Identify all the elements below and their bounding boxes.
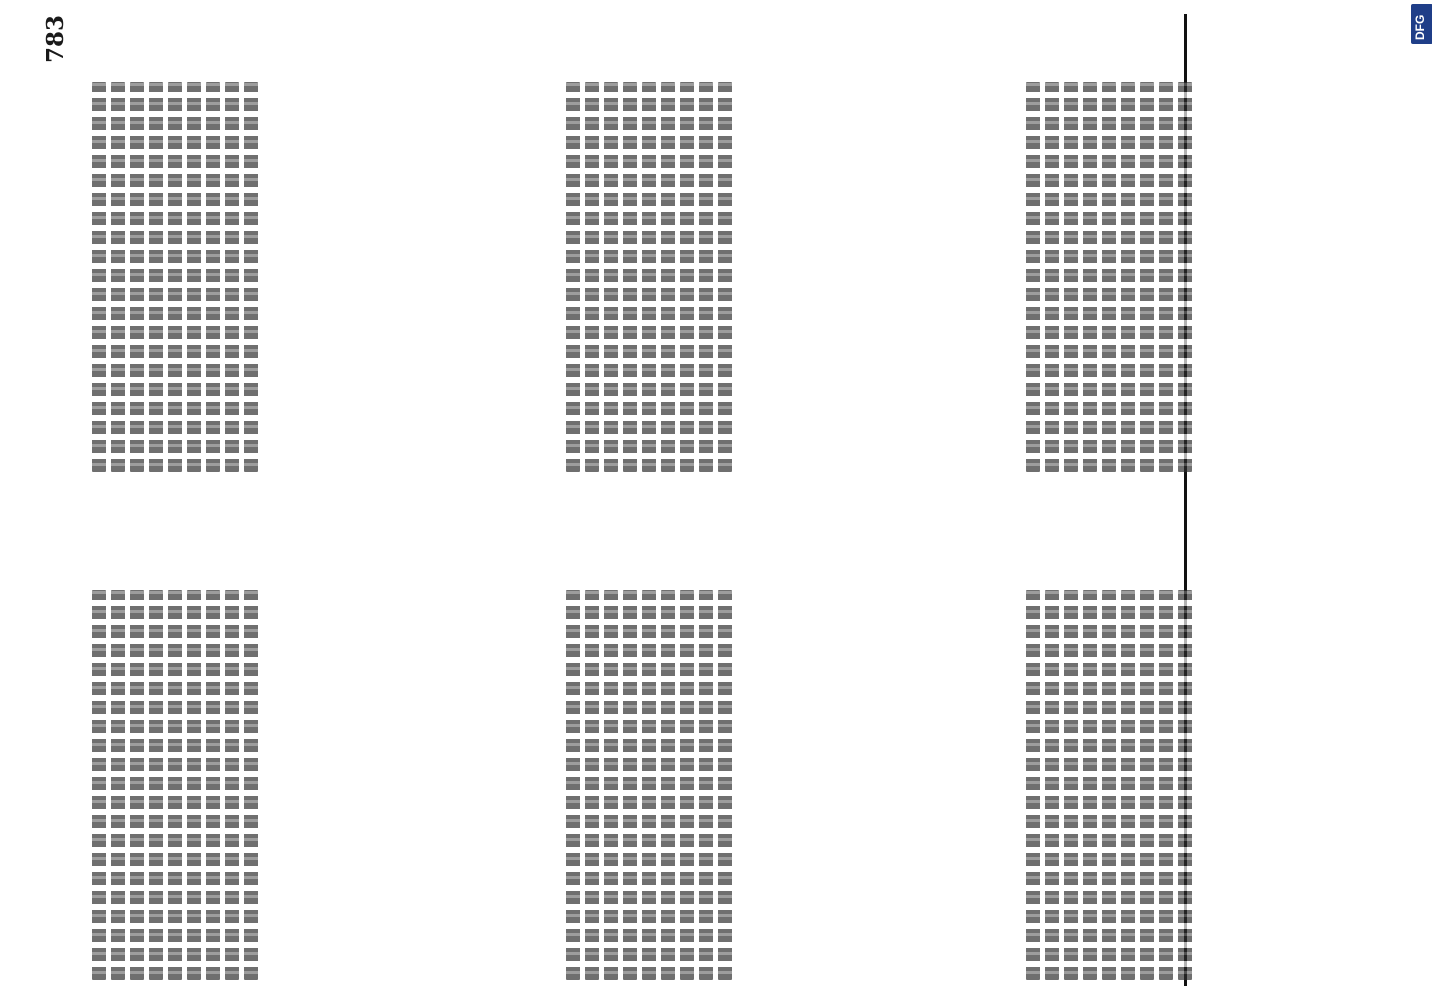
text-column-4 (560, 590, 750, 980)
page-number: 783 (42, 15, 69, 64)
dfg-logo: DFG (1411, 4, 1432, 44)
text-column-6 (1020, 590, 1210, 980)
text-column-2 (86, 590, 276, 980)
text-column-3 (560, 82, 750, 472)
page-header (40, 15, 74, 985)
text-column-1 (86, 82, 276, 472)
text-column-5 (1020, 82, 1210, 472)
